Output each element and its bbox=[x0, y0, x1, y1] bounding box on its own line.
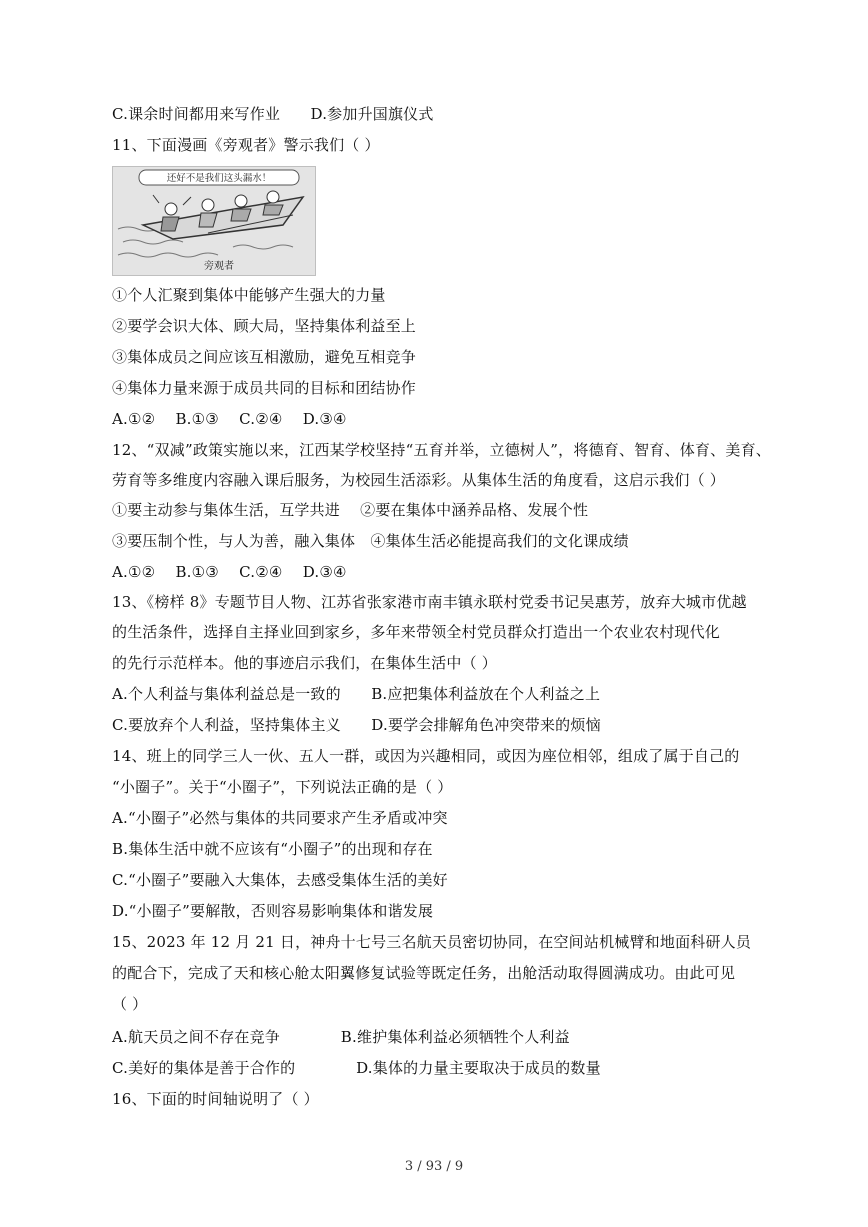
cartoon-bystander-image bbox=[112, 166, 316, 276]
q10-options-cd: C.课余时间都用来写作业 D.参加升国旗仪式 bbox=[112, 105, 434, 123]
q12-stem-line1: 12、“双减”政策实施以来，江西某学校坚持“五育并举，立德树人”，将德育、智育、体育、美育、 bbox=[112, 441, 771, 459]
q14-stem-line1: 14、班上的同学三人一伙、五人一群，或因为兴趣相同，或因为座位相邻，组成了属于自己的 bbox=[112, 747, 740, 765]
q11-item-2: ②要学会识大体、顾大局，坚持集体利益至上 bbox=[112, 317, 417, 335]
q15-stem-line2: 的配合下，完成了天和核心舱太阳翼修复试验等既定任务，出舱活动取得圆满成功。由此可见 bbox=[112, 964, 736, 982]
q14-option-b: B.集体生活中就不应该有“小圈子”的出现和存在 bbox=[112, 840, 433, 858]
q15-options-ab: A.航天员之间不存在竞争 B.维护集体利益必须牺牲个人利益 bbox=[112, 1028, 570, 1046]
cartoon-speech-text: 还好不是我们这头漏水！ bbox=[166, 173, 272, 184]
q15-options-cd: C.美好的集体是善于合作的 D.集体的力量主要取决于成员的数量 bbox=[112, 1059, 601, 1077]
q11-item-1: ①个人汇聚到集体中能够产生强大的力量 bbox=[112, 286, 386, 304]
q14-stem-line2: “小圈子”。关于“小圈子”，下列说法正确的是（ ） bbox=[112, 778, 453, 796]
q11-item-4: ④集体力量来源于成员共同的目标和团结协作 bbox=[112, 379, 417, 397]
q11-stem: 11、下面漫画《旁观者》警示我们（ ） bbox=[112, 136, 380, 154]
q15-answer-bracket: （ ） bbox=[112, 995, 148, 1013]
q13-stem-line1: 13、《榜样 8》专题节目人物、江苏省张家港市南丰镇永联村党委书记吴惠芳，放弃大城市优越 bbox=[112, 593, 747, 611]
q11-options: A.①② B.①③ C.②④ D.③④ bbox=[112, 410, 347, 428]
q15-stem-line1: 15、2023 年 12 月 21 日，神舟十七号三名航天员密切协同，在空间站机械臂和地面科研人员 bbox=[112, 933, 752, 951]
q12-options: A.①② B.①③ C.②④ D.③④ bbox=[112, 563, 347, 581]
q12-items-34: ③要压制个性，与人为善，融入集体 ④集体生活必能提高我们的文化课成绩 bbox=[112, 532, 629, 550]
q14-option-a: A.“小圈子”必然与集体的共同要求产生矛盾或冲突 bbox=[112, 809, 448, 827]
page-number: 3 / 93 / 9 bbox=[404, 1159, 464, 1174]
q13-options-ab: A.个人利益与集体利益总是一致的 B.应把集体利益放在个人利益之上 bbox=[112, 685, 601, 703]
cartoon-caption: 旁观者 bbox=[204, 261, 234, 272]
q11-item-3: ③集体成员之间应该互相激励，避免互相竞争 bbox=[112, 348, 417, 366]
cartoon-drawing bbox=[113, 167, 315, 275]
q14-option-d: D.“小圈子”要解散，否则容易影响集体和谐发展 bbox=[112, 902, 434, 920]
q13-stem-line2: 的生活条件，选择自主择业回到家乡，多年来带领全村党员群众打造出一个农业农村现代化 bbox=[112, 623, 721, 641]
q13-options-cd: C.要放弃个人利益，坚持集体主义 D.要学会排解角色冲突带来的烦恼 bbox=[112, 716, 601, 734]
q16-stem: 16、下面的时间轴说明了（ ） bbox=[112, 1090, 319, 1108]
q14-option-c: C.“小圈子”要融入大集体，去感受集体生活的美好 bbox=[112, 871, 448, 889]
q12-items-12: ①要主动参与集体生活，互学共进 ②要在集体中涵养品格、发展个性 bbox=[112, 501, 589, 519]
q13-stem-line3: 的先行示范样本。他的事迹启示我们，在集体生活中（ ） bbox=[112, 654, 497, 672]
q12-stem-line2: 劳育等多维度内容融入课后服务，为校园生活添彩。从集体生活的角度看，这启示我们（ ） bbox=[112, 471, 725, 489]
